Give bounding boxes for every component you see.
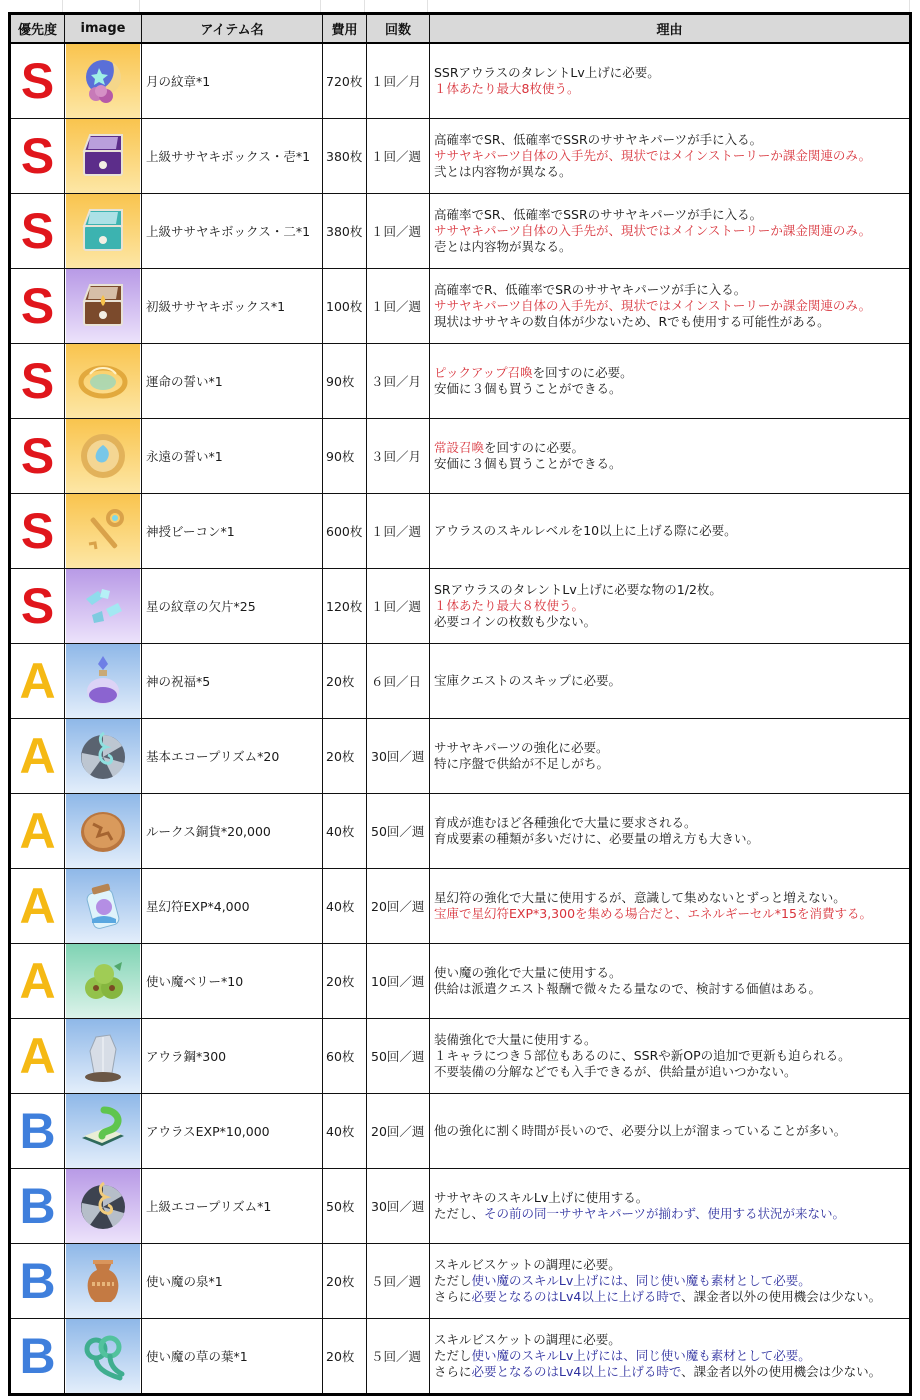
reason-line [434,164,909,180]
reason-line [434,223,909,239]
reason-text-normal: １キャラにつき５部位もあるのに、SSRや新OPの追加で更新も迫られる。 [434,1048,851,1063]
reason-text-normal: 高確率でSR、低確率でSSRのササヤキパーツが手に入る。 [434,132,763,147]
reason-line [434,65,909,81]
image-cell [65,419,142,494]
reason-line [434,756,909,772]
reason-text-normal: ササヤキパーツの強化に必要。 [434,740,609,755]
table-row [10,1094,911,1169]
item-cost: 100枚 [323,269,367,344]
reason-line [434,906,909,922]
purchase-frequency: 10回／週 [367,944,430,1019]
item-name: 上級ササヤキボックス・壱*1 [142,119,323,194]
reason-text-normal: を回すのに必要。 [484,440,585,455]
rank-badge: A [19,728,56,784]
header-reason: 理由 [430,14,911,44]
purchase-frequency: 30回／週 [367,719,430,794]
table-row [10,794,911,869]
reason-line [434,81,909,97]
reason-cell [430,119,911,194]
rank-badge: S [20,203,55,259]
blessing-potion-icon [66,644,140,718]
reason-line [434,890,909,906]
table-row [10,719,911,794]
aura-steel-crystal-icon [66,1019,140,1093]
item-cost: 40枚 [323,869,367,944]
reason-text-highlight-blue: 使い魔のスキルLv上げには、同じ使い魔も素材として必要。 [471,1273,811,1288]
familiar-berry-icon [66,944,140,1018]
image-cell [65,194,142,269]
reason-cell [430,419,911,494]
purchase-frequency: １回／月 [367,43,430,119]
item-name: 星幻符EXP*4,000 [142,869,323,944]
header-priority: 優先度 [10,14,65,44]
item-name: 運命の誓い*1 [142,344,323,419]
purchase-frequency: 20回／週 [367,1094,430,1169]
item-cost: 20枚 [323,1244,367,1319]
purchase-frequency: １回／週 [367,269,430,344]
reason-cell [430,344,911,419]
reason-text-normal: スキルビスケットの調理に必要。 [434,1257,621,1272]
moon-emblem-icon [66,44,140,118]
star-talisman-exp-jar-icon [66,869,140,943]
item-cost: 380枚 [323,119,367,194]
reason-line [434,981,909,997]
table-row [10,419,911,494]
image-cell [65,944,142,1019]
reason-line [434,1064,909,1080]
header-frequency: 回数 [367,14,430,44]
reason-text-highlight-blue: その前の同一ササヤキパーツが揃わず、使用する状況が来ない。 [484,1206,846,1221]
header-cost: 費用 [323,14,367,44]
reason-line [434,381,909,397]
reason-text-normal: 育成が進むほど各種強化で大量に要求される。 [434,815,697,830]
table-row [10,569,911,644]
reason-line [434,1206,909,1222]
header-image: image [65,14,142,44]
advanced-echo-prism-record-icon [66,1169,140,1243]
header-item-name: アイテム名 [142,14,323,44]
reason-cell [430,269,911,344]
rank-badge: B [19,1328,56,1384]
reason-text-normal: を回すのに必要。 [532,365,633,380]
rank-badge: S [20,578,55,634]
table-row [10,344,911,419]
table-row [10,1244,911,1319]
rank-badge: S [20,353,55,409]
rank-badge: S [20,128,55,184]
item-cost: 50枚 [323,1169,367,1244]
purple-treasure-box-icon [66,119,140,193]
reason-line [434,598,909,614]
reason-line [434,1257,909,1273]
purchase-frequency: ３回／月 [367,344,430,419]
reason-line [434,614,909,630]
reason-line [434,1332,909,1348]
item-cost: 20枚 [323,1319,367,1395]
item-cost: 380枚 [323,194,367,269]
reason-text-normal: 供給は派遣クエスト報酬で微々たる量なので、検討する価値はある。 [434,981,822,996]
reason-cell [430,1019,911,1094]
reason-text-highlight-blue: 必要となるのはLv4以上に上げる時で [471,1289,682,1304]
item-cost: 20枚 [323,644,367,719]
item-cost: 20枚 [323,944,367,1019]
image-cell [65,1244,142,1319]
image-cell [65,269,142,344]
rank-badge: B [19,1178,56,1234]
item-name: ルークス銅貨*20,000 [142,794,323,869]
table-row [10,494,911,569]
reason-line [434,1190,909,1206]
image-cell [65,1169,142,1244]
table-row [10,1169,911,1244]
priority-cell [10,194,65,269]
reason-text-normal: 、課金者以外の使用機会は少ない。 [681,1364,882,1379]
priority-cell [10,1019,65,1094]
rank-badge: B [19,1253,56,1309]
reason-line [434,440,909,456]
reason-text-normal: 特に序盤で供給が不足しがち。 [434,756,610,771]
image-cell [65,719,142,794]
reason-line [434,298,909,314]
item-name: アウラスEXP*10,000 [142,1094,323,1169]
image-cell [65,43,142,119]
image-cell [65,794,142,869]
reason-text-normal: ただし、 [434,1206,485,1221]
reason-line [434,456,909,472]
priority-cell [10,794,65,869]
reason-text-highlight-blue: 使い魔のスキルLv上げには、同じ使い魔も素材として必要。 [471,1348,811,1363]
sheet-top-gridlines [0,0,920,12]
reason-line [434,207,909,223]
reason-line [434,365,909,381]
lux-copper-coin-icon [66,794,140,868]
reason-text-highlight-red: 常設召喚 [434,440,485,455]
rank-badge: A [19,803,56,859]
rank-badge: A [19,1028,56,1084]
priority-cell [10,119,65,194]
reason-line [434,831,909,847]
reason-text-highlight-red: １体あたり最大８枚使う。 [434,598,585,613]
eternal-vow-coin-icon [66,419,140,493]
item-name: 使い魔の草の葉*1 [142,1319,323,1395]
purchase-frequency: 20回／週 [367,869,430,944]
purchase-frequency: ５回／週 [367,1244,430,1319]
reason-text-normal: 弐とは内容物が異なる。 [434,164,572,179]
priority-cell [10,719,65,794]
priority-cell [10,869,65,944]
reason-text-highlight-red: １体あたり最大8枚使う。 [434,81,580,96]
rank-badge: S [20,278,55,334]
reason-cell [430,869,911,944]
purchase-frequency: １回／週 [367,494,430,569]
priority-cell [10,344,65,419]
item-cost: 20枚 [323,719,367,794]
reason-text-normal: 壱とは内容物が異なる。 [434,239,572,254]
image-cell [65,569,142,644]
table-row [10,194,911,269]
reason-line [434,673,909,689]
image-cell [65,1019,142,1094]
purchase-frequency: ３回／月 [367,419,430,494]
teal-treasure-box-icon [66,194,140,268]
priority-cell [10,644,65,719]
reason-line [434,740,909,756]
purchase-frequency: １回／週 [367,569,430,644]
reason-text-normal: 高確率でSR、低確率でSSRのササヤキパーツが手に入る。 [434,207,763,222]
purchase-frequency: ５回／週 [367,1319,430,1395]
image-cell [65,869,142,944]
reason-line [434,1364,909,1380]
familiar-fern-leaf-icon [66,1319,140,1393]
reason-text-normal: 現状はササヤキの数自体が少ないため、Rでも使用する可能性がある。 [434,314,830,329]
purchase-frequency: １回／週 [367,194,430,269]
priority-cell [10,1244,65,1319]
reason-line [434,815,909,831]
reason-text-normal: スキルビスケットの調理に必要。 [434,1332,621,1347]
item-cost: 60枚 [323,1019,367,1094]
priority-cell [10,269,65,344]
reason-cell [430,194,911,269]
reason-text-normal: さらに [434,1289,472,1304]
image-cell [65,119,142,194]
image-cell [65,344,142,419]
item-name: 星の紋章の欠片*25 [142,569,323,644]
reason-text-normal: 宝庫クエストのスキップに必要。 [434,673,622,688]
image-cell [65,1094,142,1169]
table-row [10,119,911,194]
priority-cell [10,494,65,569]
reason-cell [430,944,911,1019]
priority-cell [10,1319,65,1395]
table-header-row [10,14,911,44]
item-name: 神の祝福*5 [142,644,323,719]
item-cost: 40枚 [323,1094,367,1169]
item-name: 月の紋章*1 [142,43,323,119]
auras-exp-book-icon [66,1094,140,1168]
reason-text-normal: ただし [434,1348,472,1363]
purchase-frequency: 50回／週 [367,1019,430,1094]
reason-cell [430,719,911,794]
rank-badge: A [19,878,56,934]
reason-text-normal: 使い魔の強化で大量に使用する。 [434,965,622,980]
reason-text-normal: 安価に３個も買うことができる。 [434,456,622,471]
table-row [10,644,911,719]
table-row [10,1019,911,1094]
item-cost: 90枚 [323,419,367,494]
reason-cell [430,494,911,569]
rank-badge: S [20,53,55,109]
image-cell [65,644,142,719]
priority-cell [10,43,65,119]
item-name: アウラ鋼*300 [142,1019,323,1094]
rank-badge: S [20,503,55,559]
priority-cell [10,944,65,1019]
rank-badge: A [19,953,56,1009]
familiar-spring-vase-icon [66,1244,140,1318]
reason-text-normal: 星幻符の強化で大量に使用するが、意識して集めないとずっと増えない。 [434,890,846,905]
table-row [10,944,911,1019]
reason-text-highlight-red: ササヤキパーツ自体の入手先が、現状ではメインストーリーか課金関連のみ。 [434,223,872,238]
star-emblem-shard-icon [66,569,140,643]
shop-priority-table [8,12,912,1396]
item-name: 上級ササヤキボックス・二*1 [142,194,323,269]
reason-text-normal: SRアウラスのタレントLv上げに必要な物の1/2枚。 [434,582,722,597]
item-cost: 600枚 [323,494,367,569]
image-cell [65,1319,142,1395]
reason-line [434,1032,909,1048]
reason-line [434,148,909,164]
reason-line [434,1289,909,1305]
purchase-frequency: 50回／週 [367,794,430,869]
reason-line [434,965,909,981]
reason-line [434,1048,909,1064]
reason-text-normal: 他の強化に割く時間が長いので、必要分以上が溜まっていることが多い。 [434,1123,847,1138]
rank-badge: A [19,653,56,709]
reason-cell [430,1319,911,1395]
reason-line [434,1348,909,1364]
priority-cell [10,419,65,494]
purchase-frequency: １回／週 [367,119,430,194]
reason-text-normal: 育成要素の種類が多いだけに、必要量の増え方も大きい。 [434,831,760,846]
reason-text-normal: 装備強化で大量に使用する。 [434,1032,597,1047]
priority-cell [10,1169,65,1244]
reason-text-normal: 不要装備の分解などでも入手できるが、供給量が追いつかない。 [434,1064,797,1079]
reason-text-highlight-red: ササヤキパーツ自体の入手先が、現状ではメインストーリーか課金関連のみ。 [434,148,872,163]
fate-vow-ring-icon [66,344,140,418]
item-name: 神授ビーコン*1 [142,494,323,569]
purchase-frequency: 30回／週 [367,1169,430,1244]
item-cost: 720枚 [323,43,367,119]
rank-badge: B [19,1103,56,1159]
item-name: 使い魔の泉*1 [142,1244,323,1319]
item-name: 使い魔ベリー*10 [142,944,323,1019]
reason-cell [430,569,911,644]
item-name: 永遠の誓い*1 [142,419,323,494]
reason-text-normal: さらに [434,1364,472,1379]
reason-cell [430,644,911,719]
reason-text-normal: 必要コインの枚数も少ない。 [434,614,597,629]
reason-text-normal: ただし [434,1273,472,1288]
basic-echo-prism-record-icon [66,719,140,793]
reason-text-normal: アウラスのスキルレベルを10以上に上げる際に必要。 [434,523,737,538]
brown-treasure-box-icon [66,269,140,343]
table-row [10,269,911,344]
priority-cell [10,1094,65,1169]
image-cell [65,494,142,569]
reason-line [434,1123,909,1139]
divine-beacon-key-icon [66,494,140,568]
table-row [10,43,911,119]
item-cost: 90枚 [323,344,367,419]
reason-text-highlight-red: ササヤキパーツ自体の入手先が、現状ではメインストーリーか課金関連のみ。 [434,298,872,313]
reason-line [434,314,909,330]
reason-line [434,282,909,298]
reason-cell [430,794,911,869]
reason-cell [430,1094,911,1169]
reason-line [434,1273,909,1289]
reason-text-normal: 、課金者以外の使用機会は少ない。 [681,1289,882,1304]
reason-line [434,239,909,255]
priority-cell [10,569,65,644]
reason-text-highlight-blue: 必要となるのはLv4以上に上げる時で [471,1364,682,1379]
reason-text-normal: 安価に３個も買うことができる。 [434,381,622,396]
purchase-frequency: ６回／日 [367,644,430,719]
reason-cell [430,1244,911,1319]
reason-text-normal: ササヤキのスキルLv上げに使用する。 [434,1190,649,1205]
reason-text-normal: SSRアウラスのタレントLv上げに必要。 [434,65,660,80]
item-cost: 120枚 [323,569,367,644]
item-cost: 40枚 [323,794,367,869]
item-name: 上級エコープリズム*1 [142,1169,323,1244]
item-name: 基本エコープリズム*20 [142,719,323,794]
reason-cell [430,43,911,119]
reason-text-highlight-red: 宝庫で星幻符EXP*3,300を集める場合だと、エネルギーセル*15を消費する。 [434,906,872,921]
table-row [10,1319,911,1395]
item-name: 初級ササヤキボックス*1 [142,269,323,344]
reason-line [434,582,909,598]
reason-line [434,523,909,539]
rank-badge: S [20,428,55,484]
reason-text-highlight-red: ピックアップ召喚 [434,365,533,380]
reason-line [434,132,909,148]
reason-cell [430,1169,911,1244]
table-row [10,869,911,944]
reason-text-normal: 高確率でR、低確率でSRのササヤキパーツが手に入る。 [434,282,747,297]
